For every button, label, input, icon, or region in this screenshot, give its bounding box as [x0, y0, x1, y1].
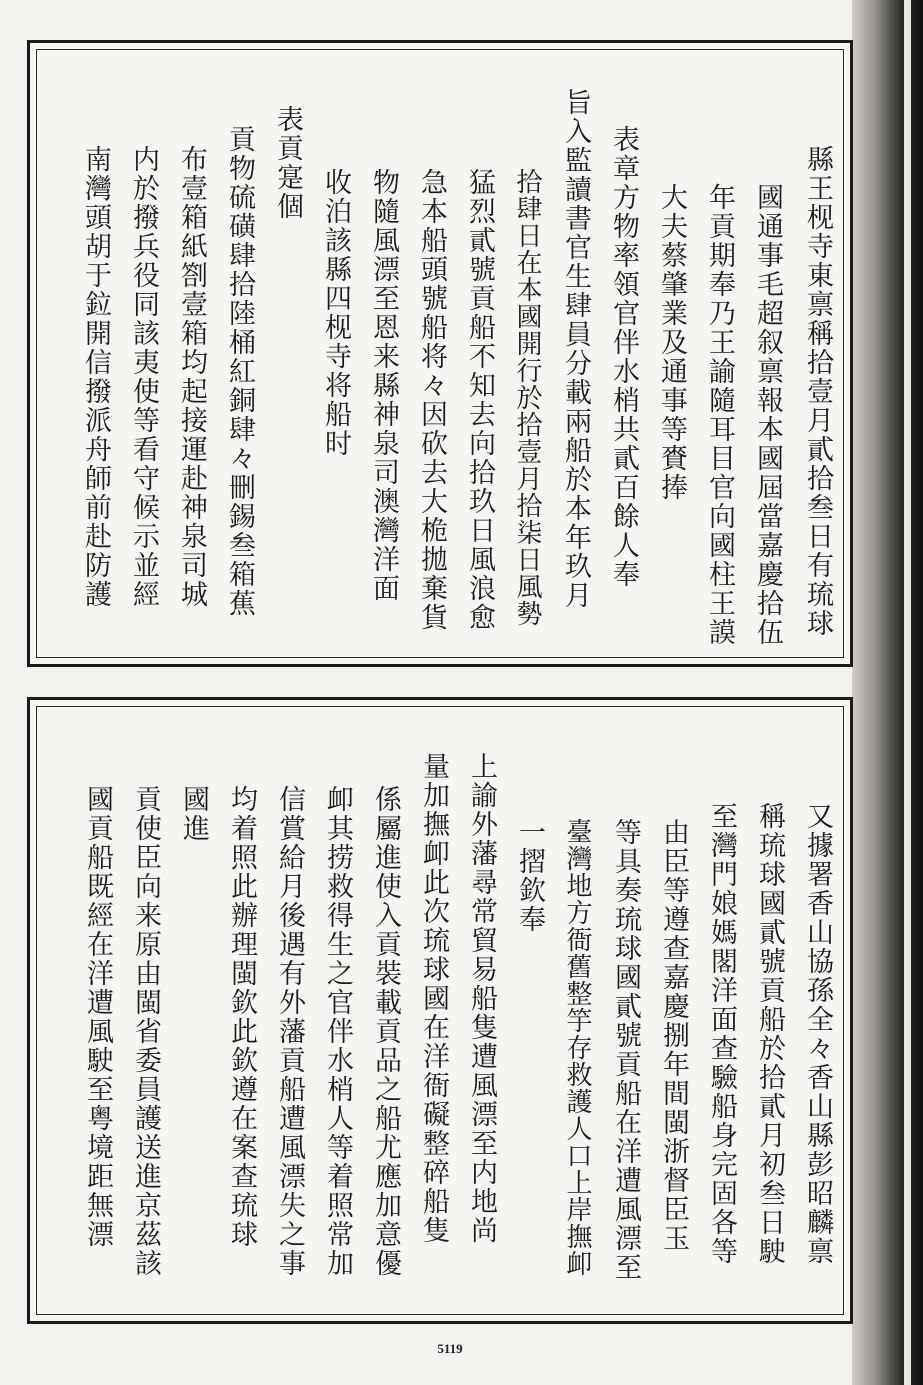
bottom-column-12: 信賞給月後遇有外藩貢船遭風漂失之事	[274, 785, 305, 1278]
top-column-12: 表貢寔個	[272, 105, 303, 221]
spine-edge-strip	[904, 0, 911, 1385]
top-column-9: 急本船頭號船将々因砍去大桅拋棄貨	[416, 168, 447, 632]
top-column-4: 大夫蔡肇業及通事等賚捧	[656, 183, 687, 502]
top-column-11: 收泊該縣四枧寺将船时	[320, 168, 351, 458]
top-column-16: 南灣頭胡于鉝開信撥派舟師前赴防護	[80, 145, 111, 609]
bottom-column-15: 貢使臣向来原由閩省委員護送進京茲該	[130, 785, 161, 1278]
bottom-column-13: 均着照此辦理閩欽此欽遵在案查琉球	[226, 785, 257, 1249]
bottom-column-7: 一摺欽奉	[514, 818, 545, 934]
bottom-column-6: 臺灣地方衙舊整竽存救護人口上岸撫卹	[562, 818, 592, 1277]
top-column-2: 國通事毛超叙禀報本國屆當嘉慶拾伍	[752, 183, 783, 647]
top-column-8: 猛烈貳號貢船不知去向拾玖日風浪愈	[464, 168, 495, 632]
bottom-column-14: 國進	[178, 785, 209, 843]
bottom-column-1: 又據署香山協孫全々香山縣彭昭麟禀	[802, 802, 833, 1266]
book-spine-shadow	[852, 0, 923, 1385]
top-column-1: 縣王枧寺東禀稱拾壹月貳拾叁日有琉球	[802, 145, 833, 638]
top-column-5: 表章方物率領官伴水梢共貳百餘人奉	[608, 125, 639, 589]
bottom-column-3: 至灣門娘媽閣洋面查驗船身完固各等	[706, 802, 737, 1266]
bottom-column-10: 係屬進使入貢裝載貢品之船尤應加意優	[370, 785, 401, 1278]
top-column-6: 旨入監讀書官生肆員分載兩船於本年玖月	[560, 88, 591, 610]
bottom-column-9: 量加撫卹此次琉球國在洋衙礙整碎船隻	[418, 752, 449, 1245]
top-column-7: 拾肆日在本國開行於拾壹月拾柒日風勢	[512, 168, 542, 627]
bottom-column-5: 等具奏琉球國貳號貢船在洋遭風漂至	[610, 818, 641, 1282]
top-column-10: 物隨風漂至恩来縣神泉司澳灣洋面	[368, 168, 399, 603]
bottom-column-8: 上諭外藩尋常貿易船隻遭風漂至内地尚	[466, 752, 497, 1245]
bottom-column-16: 國貢船既經在洋遭風駛至粤境距無漂	[82, 785, 113, 1249]
top-column-13: 貢物硫磺肆拾陸桶紅銅肆々刪錫叁箱蕉	[224, 125, 255, 618]
top-column-15: 内於撥兵役同該夷使等看守候示並經	[128, 145, 159, 609]
bottom-column-4: 由臣等遵查嘉慶捌年間閩浙督臣玉	[658, 818, 689, 1253]
bottom-text-panel	[27, 697, 853, 1324]
page-number: 5119	[437, 1341, 463, 1356]
top-column-3: 年貢期奉乃王諭隨耳目官向國柱王謨	[704, 183, 735, 647]
top-text-panel	[27, 40, 853, 667]
top-column-14: 布壹箱紙劄壹箱均起接運赴神泉司城	[176, 145, 207, 609]
bottom-column-11: 卹其捞救得生之官伴水梢人等着照常加	[322, 785, 353, 1278]
bottom-column-2: 稱琉球國貳號貢船於拾貳月初叁日駛	[754, 802, 785, 1266]
